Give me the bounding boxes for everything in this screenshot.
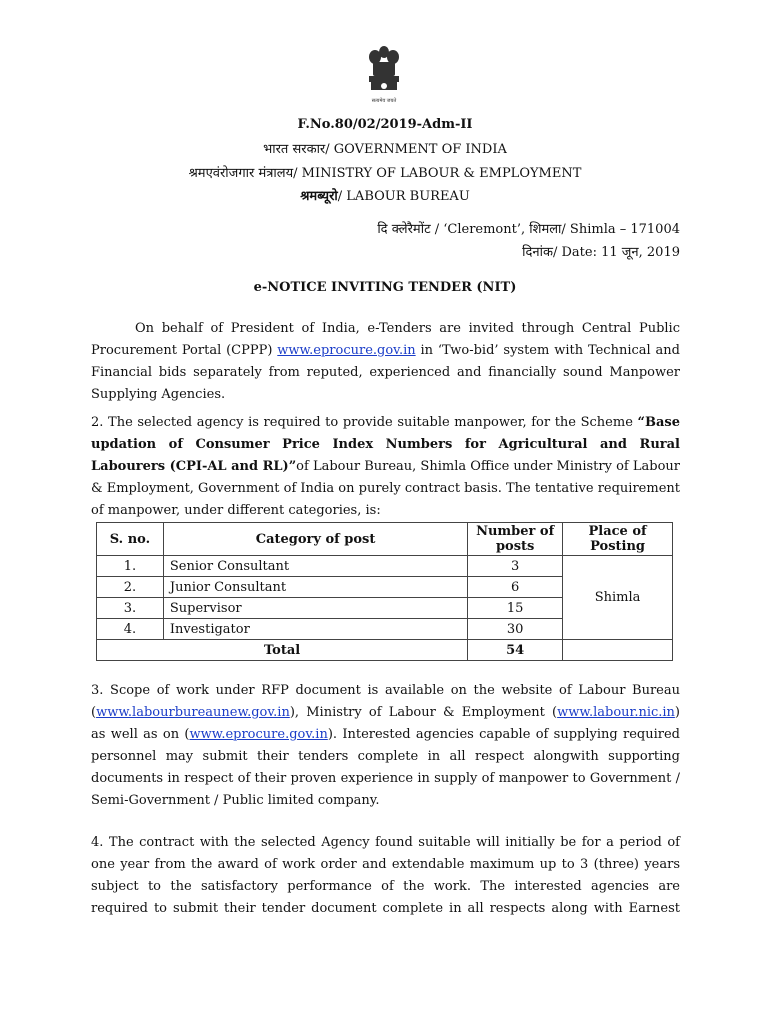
header-category: Category of post: [163, 523, 467, 556]
notice-title: e-NOTICE INVITING TENDER (NIT): [253, 280, 517, 295]
paragraph-3: 3. Scope of work under RFP document is available on the website of Labour Bureau (www.labourbureaunew.gov.in), Ministry of Labour & Employment (www.labour.nic.in) as well as on (www.eprocure.gov.in). Interested agencies capable of supplying required personnel may submit their tenders complete in all respect alongwith supporting documents in respect of their proven experience in supply of manpower to Government / Semi-Government / Public limited company.: [91, 683, 680, 808]
office-address: दि क्लेरैमोंट / ‘Cleremont’, शिमला/ Shimla – 171004: [377, 222, 680, 237]
paragraph-2: 2. The selected agency is required to provide suitable manpower, for the Scheme “Base updation of Consumer Price Index Numbers for Agricultural and Rural Labourers (CPI-AL and RL)”of Labour Bureau, Shimla Office under Ministry of Labour & Employment, Government of India on purely contract basis. The tentative requirement of manpower, under different categories, is:: [91, 415, 680, 518]
table-row: 1. Senior Consultant 3 Shimla: [97, 556, 673, 577]
total-value: 54: [468, 640, 563, 661]
table-row: 3. Supervisor 15: [97, 598, 673, 619]
header-sno: S. no.: [97, 523, 164, 556]
total-label: Total: [97, 640, 468, 661]
bureau-hindi: श्रमब्यूरो: [300, 189, 338, 204]
file-number: F.No.80/02/2019-Adm-II: [297, 117, 473, 132]
header-number: Number of posts: [468, 523, 563, 556]
place-of-posting: Shimla: [563, 556, 673, 640]
manpower-table: [96, 522, 673, 661]
paragraph-4: 4. The contract with the selected Agency found suitable will initially be for a period of one year from the award of work order and extendable maximum up to 3 (three) years subject to the satisfactory performance of the work. The interested agencies are required to submit their tender document complete in all respects along with Earnest: [91, 835, 680, 916]
government-line: भारत सरकार/ GOVERNMENT OF INDIA: [263, 142, 507, 157]
table-row: 4. Investigator 30: [97, 619, 673, 640]
header-place: Place of Posting: [563, 523, 673, 556]
notice-date: दिनांक/ Date: 11 जून, 2019: [522, 245, 680, 260]
labour-ministry-link[interactable]: www.labour.nic.in: [557, 705, 675, 720]
emblem-motto: सत्यमेव जयते: [371, 98, 397, 104]
national-emblem-icon: [362, 40, 406, 108]
bureau-english: / LABOUR BUREAU: [337, 189, 470, 204]
labour-bureau-link[interactable]: www.labourbureaunew.gov.in: [96, 705, 290, 720]
table-row: 2. Junior Consultant 6: [97, 577, 673, 598]
paragraph-1: On behalf of President of India, e-Tenders are invited through Central Public Procurement Portal (CPPP) www.eprocure.gov.in in ‘Two-bid’ system with Technical and Financial bids separately from reputed, experienced and financially sound Manpower Supplying Agencies.: [91, 321, 680, 402]
table-total-row: [97, 640, 673, 661]
ministry-line: श्रमएवंरोजगार मंत्रालय/ MINISTRY OF LABOUR & EMPLOYMENT: [188, 166, 582, 181]
scheme-name: “Base updation of Consumer Price Index Numbers for Agricultural and Rural Labourers (CPI-AL and RL)”: [91, 415, 680, 474]
bureau-line: [0, 186, 770, 204]
eprocure-link[interactable]: www.eprocure.gov.in: [277, 343, 416, 358]
table-header-row: [97, 523, 673, 556]
eprocure-link-2[interactable]: www.eprocure.gov.in: [189, 727, 328, 742]
